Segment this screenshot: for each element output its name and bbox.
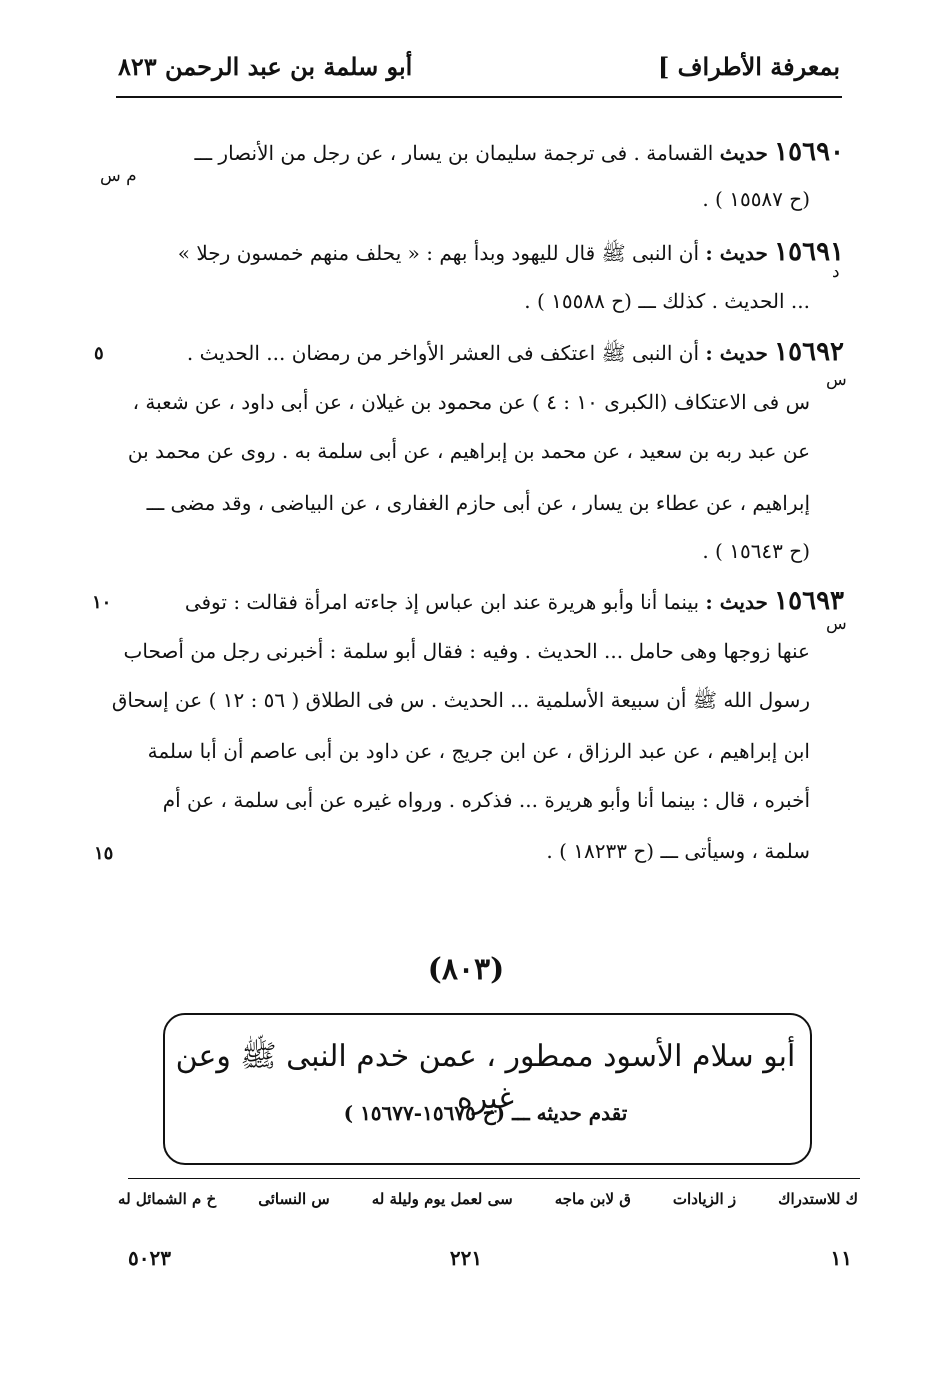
header-rule	[116, 96, 842, 98]
entry-15692-line-2: س فى الاعتكاف (الكبرى ١٠ : ٤ ) عن محمود بن غيلان ، عن أبى داود ، عن شعبة ،	[132, 390, 810, 414]
entry-number: ١٥٦٩٢	[774, 337, 844, 367]
margin-mark: د	[832, 262, 840, 282]
entry-15692-line-1	[114, 338, 844, 367]
entry-15690-line-2: (ح ١٥٥٨٧ ) .	[702, 187, 810, 211]
page-number: ٢٢١	[449, 1246, 483, 1270]
line-number: ٥	[94, 343, 104, 364]
entry-15693-line-1	[114, 587, 844, 616]
entry-keyword: حديث :	[705, 241, 768, 265]
entry-15690-line-1	[114, 138, 844, 167]
volume-number: ١١	[830, 1246, 852, 1270]
running-head-right: بمعرفة الأطراف ]	[657, 52, 840, 81]
entry-text: بينما أنا وأبو هريرة عند ابن عباس إذ جاءته امرأة فقالت : توفى	[184, 590, 700, 614]
entry-15692-line-3: عن عبد ربه بن سعيد ، عن محمد بن إبراهيم ، عن أبى سلمة به . روى عن محمد بن	[127, 439, 810, 463]
line-number: ١٥	[94, 843, 114, 864]
section-number: (٨٠٣)	[427, 952, 505, 987]
entry-15691-line-1	[114, 238, 844, 267]
legend-item: ك للاستدراك	[778, 1190, 858, 1208]
line-number: ١٠	[92, 592, 112, 613]
entry-15693-line-6: سلمة ، وسيأتى ـــ (ح ١٨٢٣٣ ) .	[546, 839, 810, 863]
margin-mark: س	[826, 370, 847, 390]
entry-15691-line-2: ... الحديث . كذلك ـــ (ح ١٥٥٨٨ ) .	[524, 289, 810, 313]
footer-rule	[128, 1178, 860, 1179]
narrator-box-title: أبو سلام الأسود ممطور ، عمن خدم النبى ﷺ وعن غيره	[175, 1039, 796, 1116]
margin-mark: س	[826, 614, 847, 634]
legend-item: س النسائى	[258, 1190, 330, 1208]
legend-item: خ م الشمائل له	[118, 1190, 217, 1208]
entry-number: ١٥٦٩٣	[774, 586, 844, 616]
entry-text: أن النبى ﷺ قال لليهود وبدأ بهم : « يحلف منهم خمسون رجلا »	[177, 241, 700, 265]
margin-mark: م س	[100, 166, 137, 186]
entry-15692-line-4: إبراهيم ، عن عطاء بن يسار ، عن أبى حازم الغفارى ، عن البياضى ، وقد مضى ـــ	[146, 491, 810, 515]
entry-keyword: حديث :	[705, 341, 768, 365]
legend-item: ق لابن ماجه	[554, 1190, 631, 1208]
entry-15693-line-3: رسول الله ﷺ أن سبيعة الأسلمية ... الحديث . س فى الطلاق ( ٥٦ : ١٢ ) عن إسحاق	[111, 688, 810, 712]
narrator-box-subtitle: تقدم حديثه ـــ (ح ١٥٦٧٥-١٥٦٧٧ )	[343, 1101, 628, 1125]
entry-keyword: حديث :	[705, 590, 768, 614]
entry-15692-line-5: (ح ١٥٦٤٣ ) .	[702, 539, 810, 563]
abbreviation-legend	[118, 1190, 858, 1208]
entry-15693-line-5: أخبره ، قال : بينما أنا وأبو هريرة ... فذكره . ورواه غيره عن أبى سلمة ، عن أم	[162, 788, 810, 812]
entry-text: القسامة . فى ترجمة سليمان بن يسار ، عن رجل من الأنصار ـــ	[194, 141, 714, 165]
entry-keyword: حديث	[719, 141, 768, 165]
entry-15693-line-2: عنها زوجها وهى حامل ... الحديث . وفيه : فقال أبو سلمة : أخبرنى رجل من أصحاب	[123, 639, 810, 663]
sheet-number: ٥٠٢٣	[128, 1246, 171, 1270]
entry-number: ١٥٦٩١	[774, 237, 844, 267]
entry-text: أن النبى ﷺ اعتكف فى العشر الأواخر من رمضان ... الحديث .	[186, 341, 700, 365]
entry-15693-line-4: ابن إبراهيم ، عن عبد الرزاق ، عن ابن جريج ، عن داود بن أبى عاصم أن أبا سلمة	[147, 739, 810, 763]
legend-item: ز الزيادات	[672, 1190, 737, 1208]
legend-item: سى لعمل يوم وليلة له	[371, 1190, 513, 1208]
entry-number: ١٥٦٩٠	[774, 137, 844, 167]
running-head-left: أبو سلمة بن عبد الرحمن ٨٢٣	[118, 52, 413, 81]
